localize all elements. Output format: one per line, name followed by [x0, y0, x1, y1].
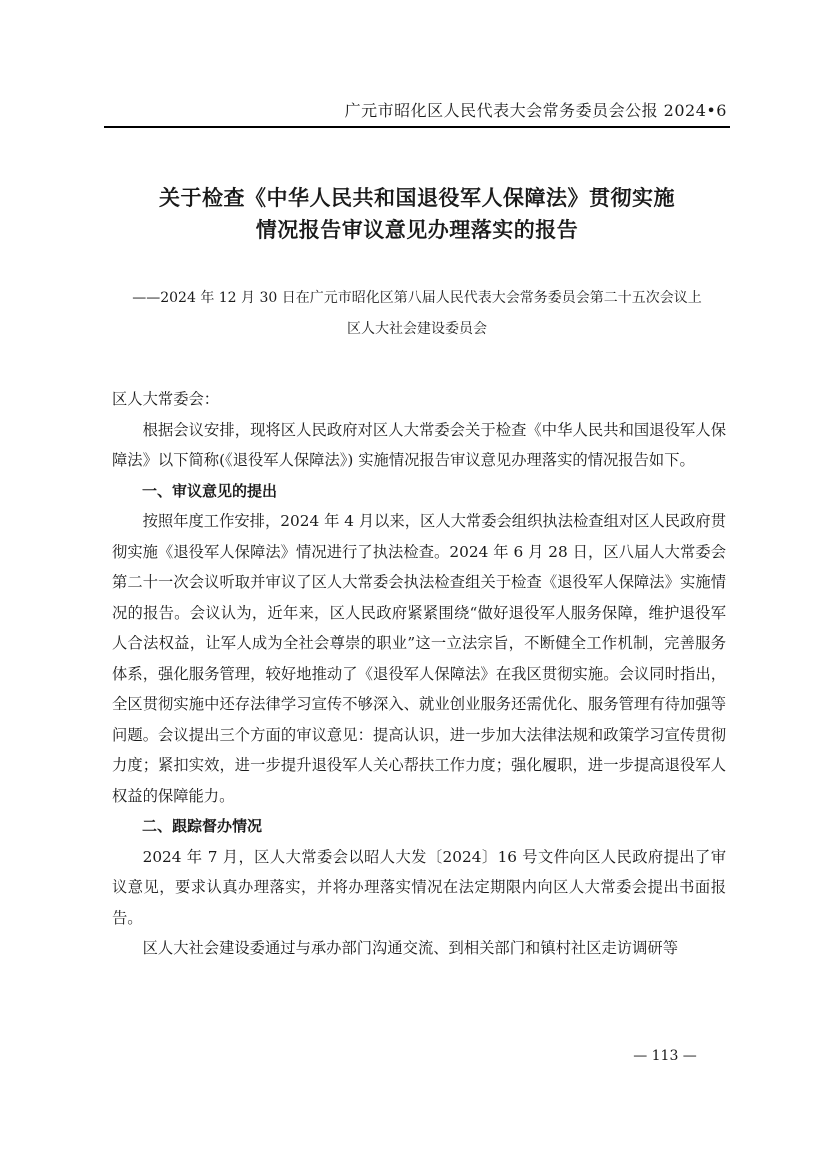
subtitle-line-1: ——2024 年 12 月 30 日在广元市昭化区第八届人民代表大会常务委员会第二十五次会议上: [132, 290, 702, 306]
running-header: 广元市昭化区人民代表大会常务委员会公报 2024•6: [344, 101, 727, 120]
paragraph-follow-up: 2024 年 7 月，区人大常委会以昭人大发〔2024〕16 号文件向区人民政府提出了审议意见，要求认真办理落实，并将办理落实情况在法定期限内向区人大常委会提出书面报告。: [112, 847, 726, 927]
paragraph-intro: 根据会议安排，现将区人民政府对区人大常委会关于检查《中华人民共和国退役军人保障法》以下简称(《退役军人保障法》) 实施情况报告审议意见办理落实的情况报告如下。: [112, 420, 726, 469]
section-heading-1: 一、审议意见的提出: [142, 481, 278, 500]
page-number: — 113 —: [633, 1048, 697, 1064]
title-line-1: 关于检查《中华人民共和国退役军人保障法》贯彻实施: [159, 185, 675, 210]
document-title: [104, 182, 730, 246]
header-rule: [104, 126, 730, 128]
subtitle-line-2: 区人大社会建设委员会: [347, 321, 487, 337]
document-subtitle: [104, 283, 730, 345]
title-line-2: 情况报告审议意见办理落实的报告: [255, 217, 579, 242]
salutation: 区人大常委会：: [112, 390, 220, 408]
paragraph-continued: 区人大社会建设委通过与承办部门沟通交流、到相关部门和镇村社区走访调研等: [142, 939, 678, 957]
paragraph-review-opinions: 按照年度工作安排，2024 年 4 月以来，区人大常委会组织执法检查组对区人民政府贯彻实施《退役军人保障法》情况进行了执法检查。2024 年 6 月 28 日，区八届人大常委会第二十一次会议听取并审议了区人大常委会执法检查组关于检查《退役军人保障法》实施情况的报告。会议认为，近年来，区人民政府紧紧围绕“做好退役军人服务保障，维护退役军人合法权益，让军人成为全社会尊崇的职业”这一立法宗旨，不断健全工作机制，完善服务体系，强化服务管理，较好地推动了《退役军人保障法》在我区贯彻实施。会议同时指出，全区贯彻实施中还存法律学习宣传不够深入、就业创业服务还需优化、服务管理有待加强等问题。会议提出三个方面的审议意见：提高认识，进一步加大法律法规和政策学习宣传贯彻力度；紧扣实效，进一步提升退役军人关心帮扶工作力度；强化履职，进一步提高退役军人权益的保障能力。: [112, 512, 726, 805]
section-heading-2: 二、跟踪督办情况: [142, 817, 263, 835]
document-body: [112, 384, 726, 964]
